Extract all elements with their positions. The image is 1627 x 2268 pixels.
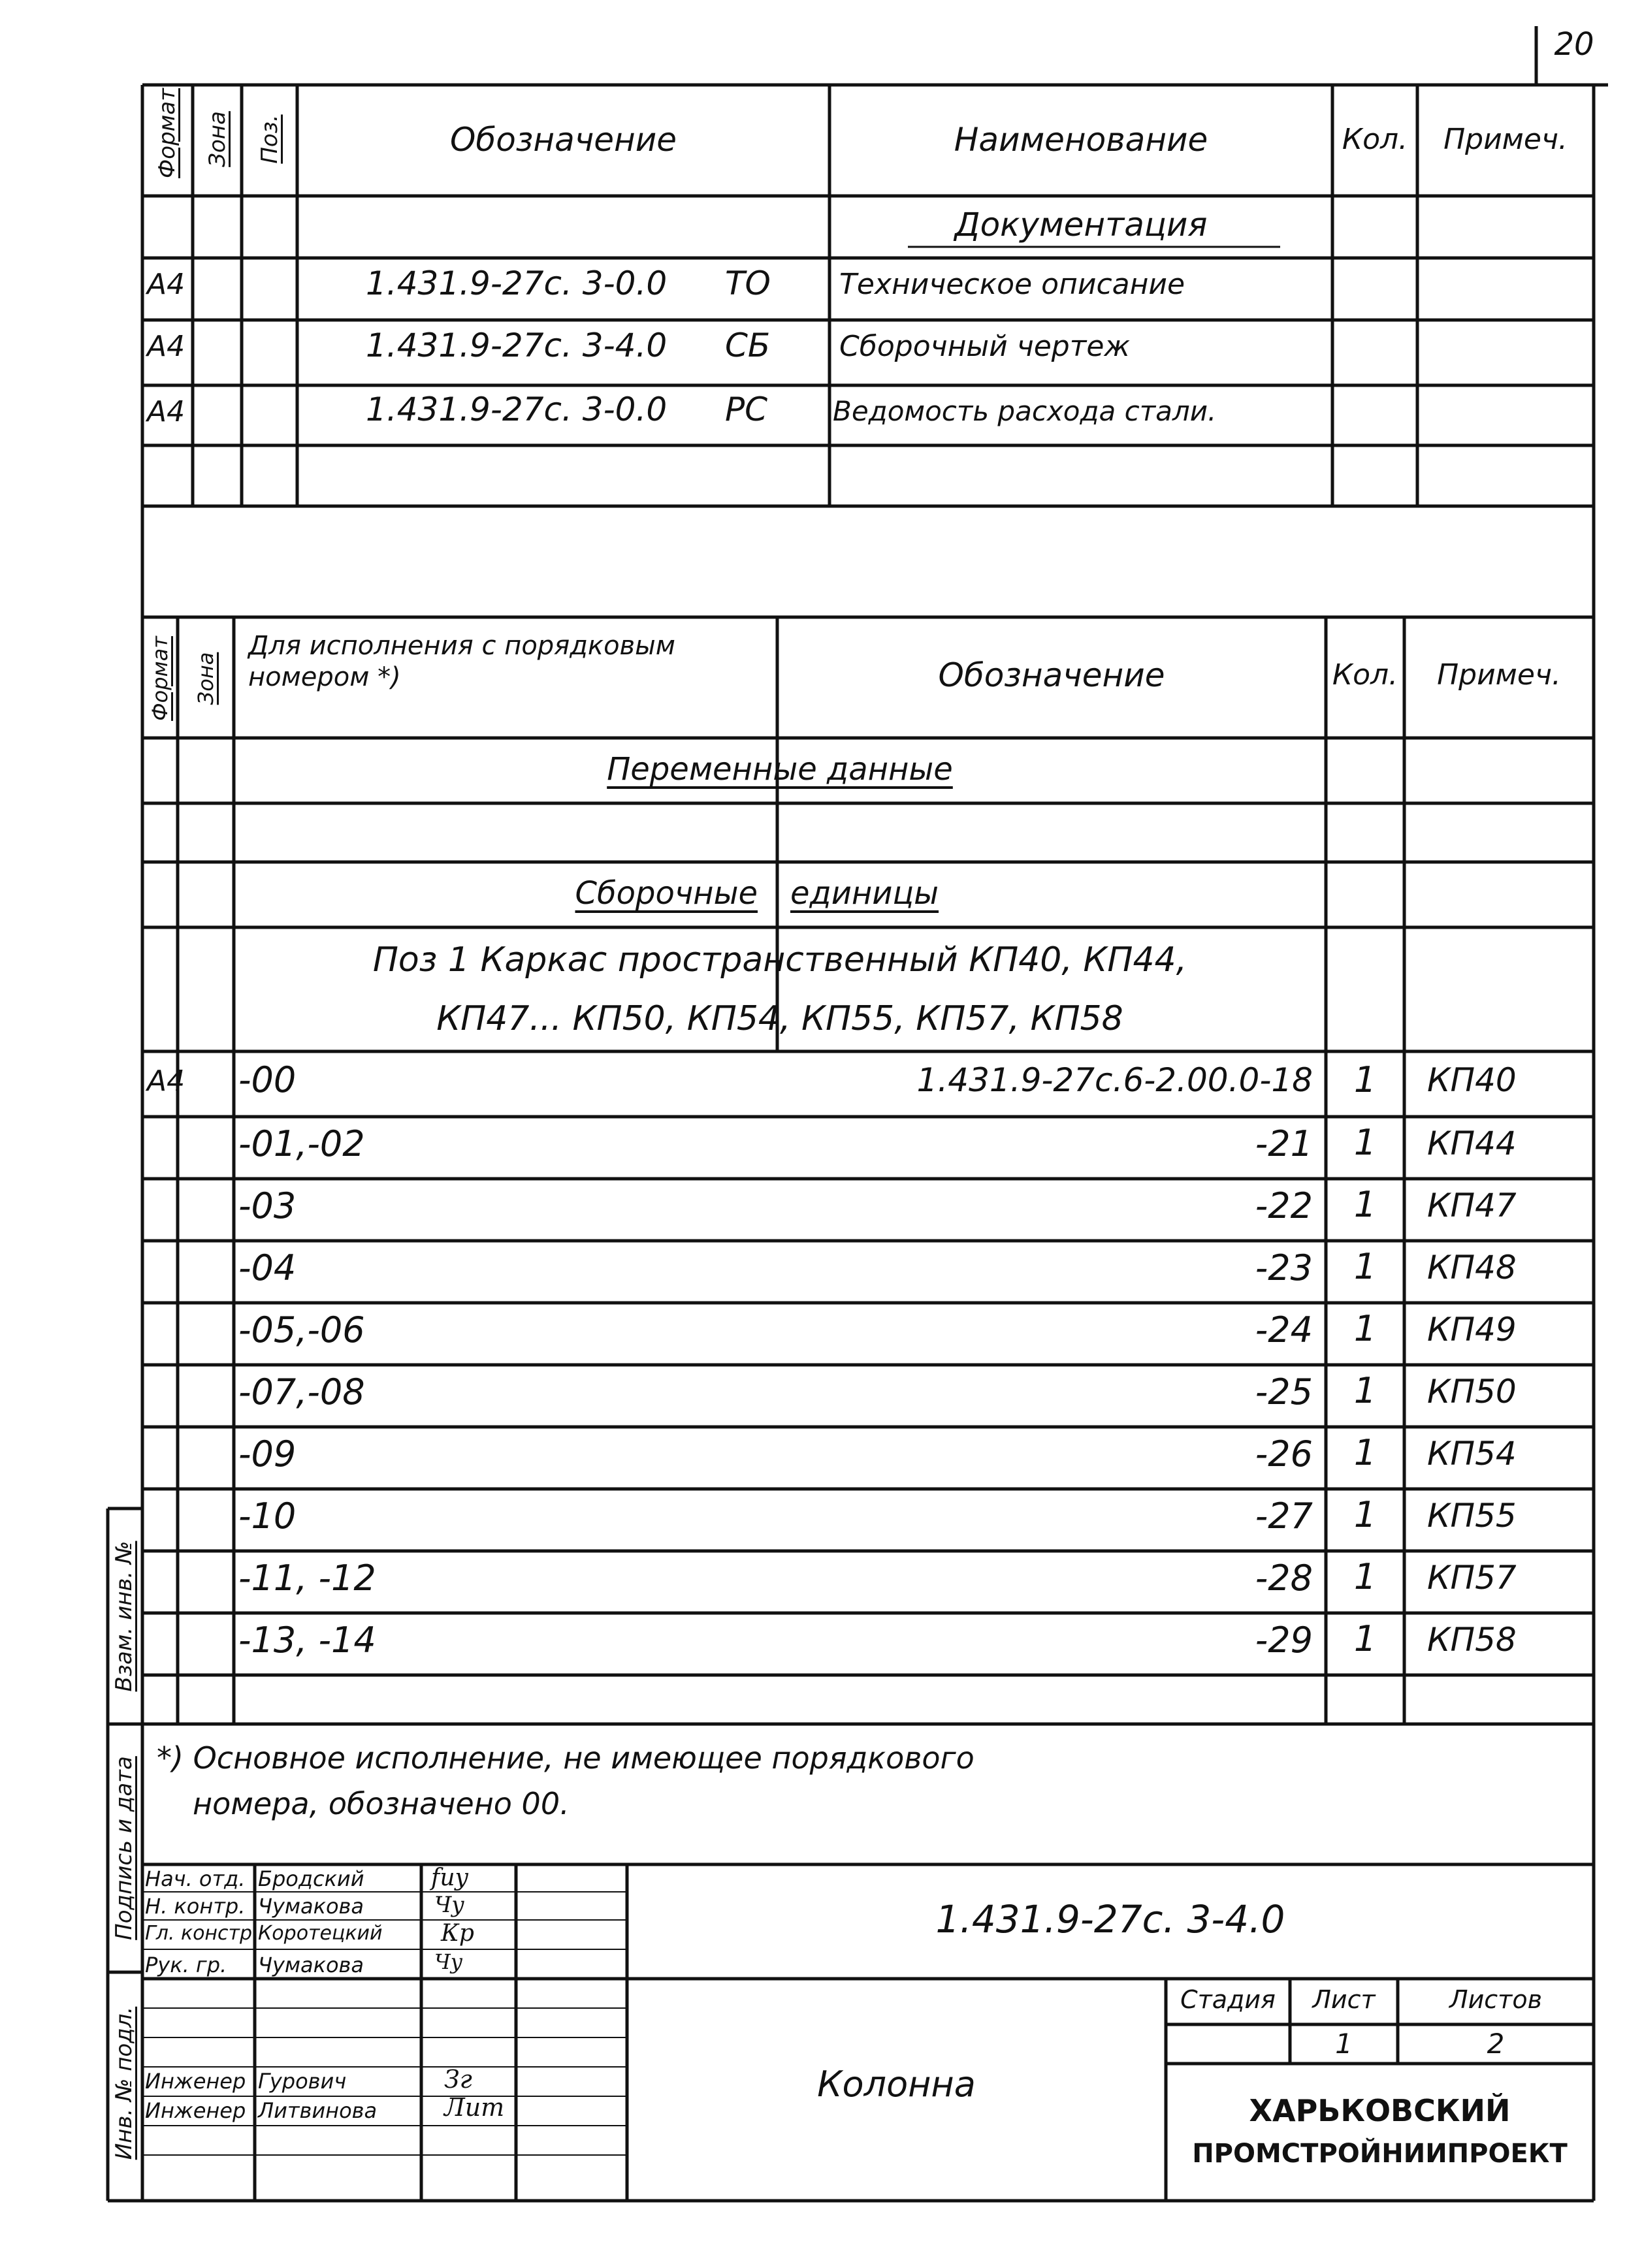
row-qty: 1: [1353, 1308, 1377, 1349]
row-note: КП49: [1427, 1311, 1517, 1349]
row-qty: 1: [1353, 1432, 1377, 1473]
row-note: КП57: [1427, 1559, 1517, 1597]
row-designation: 1.431.9-27с. 3-0.0: [366, 264, 668, 302]
role: Инженер: [145, 2098, 246, 2123]
header-zone: Зона: [193, 652, 218, 705]
row-execution: -03: [238, 1185, 297, 1226]
row-designation: -24: [1255, 1309, 1313, 1350]
row-format: А4: [147, 268, 185, 301]
row-designation: -26: [1255, 1433, 1313, 1475]
row-note: КП48: [1427, 1249, 1517, 1286]
row-qty: 1: [1353, 1370, 1377, 1411]
header-qty: Кол.: [1342, 123, 1408, 156]
stage-label: Стадия: [1180, 1985, 1276, 2014]
sheets-value: 2: [1487, 2028, 1505, 2060]
row-note: КП47: [1427, 1187, 1517, 1224]
section-title-documentation: Документация: [954, 206, 1208, 244]
role: Гл. констр.: [145, 1922, 259, 1945]
signature: fuy: [431, 1864, 468, 1891]
header-note: Примеч.: [1437, 658, 1561, 692]
row-name: Сборочный чертеж: [839, 330, 1131, 363]
row-designation: -29: [1255, 1620, 1313, 1661]
row-execution: -07,-08: [238, 1371, 365, 1413]
signature: Зг: [444, 2065, 472, 2094]
row-execution: -11, -12: [238, 1557, 376, 1599]
row-format: А4: [147, 1064, 185, 1098]
row-code: ТО: [725, 264, 771, 302]
row-format: А4: [147, 395, 185, 428]
header-format: Формат: [148, 636, 172, 721]
row-qty: 1: [1353, 1494, 1377, 1535]
row-note: КП50: [1427, 1373, 1517, 1411]
organization-line-1: ХАРЬКОВСКИЙ: [1249, 2093, 1511, 2128]
role: Инженер: [145, 2069, 246, 2094]
header-name: Наименование: [954, 121, 1208, 159]
row-designation: 1.431.9-27с. 3-0.0: [366, 391, 668, 428]
podpis-data-label: Подпись и дата: [111, 1756, 137, 1940]
organization-line-2: ПРОМСТРОЙНИИПРОЕКТ: [1192, 2139, 1568, 2169]
row-note: КП44: [1427, 1125, 1517, 1162]
row-qty: 1: [1353, 1122, 1377, 1163]
row-note: КП40: [1427, 1061, 1517, 1099]
row-designation: 1.431.9-27с. 3-4.0: [366, 327, 668, 364]
row-designation: -21: [1255, 1123, 1313, 1164]
row-execution: -05,-06: [238, 1309, 365, 1350]
sheet-value: 1: [1335, 2028, 1353, 2060]
row-execution: -01,-02: [238, 1123, 365, 1164]
person-name: Литвинова: [258, 2098, 378, 2123]
footnote-line-1: *) Основное исполнение, не имеющее порядкового: [157, 1740, 975, 1776]
position-line-2: КП47... КП50, КП54, КП55, КП57, КП58: [436, 999, 1123, 1038]
role: Рук. гр.: [145, 1953, 227, 1977]
row-qty: 1: [1353, 1556, 1377, 1597]
header-qty: Кол.: [1332, 658, 1398, 692]
row-note: КП54: [1427, 1435, 1517, 1473]
row-code: СБ: [725, 327, 771, 364]
row-designation: -23: [1255, 1247, 1313, 1288]
sheets-label: Листов: [1449, 1985, 1542, 2014]
subtitle-right: единицы: [790, 875, 939, 912]
signature: Лит: [444, 2093, 505, 2122]
row-note: КП55: [1427, 1497, 1517, 1535]
row-note: КП58: [1427, 1621, 1517, 1659]
sheet-number: 20: [1554, 26, 1594, 63]
vzam-inv-label: Взам. инв. №: [111, 1541, 137, 1692]
signature: Чу: [434, 1892, 465, 1918]
subtitle-left: Сборочные: [575, 875, 758, 912]
row-designation: -27: [1255, 1495, 1313, 1537]
row-qty: 1: [1353, 1618, 1377, 1659]
header-execution: Для исполнения с порядковым номером *): [248, 631, 675, 692]
person-name: Коротецкий: [258, 1922, 383, 1945]
person-name: Чумакова: [258, 1894, 364, 1919]
row-execution: -04: [238, 1247, 297, 1288]
product-name: Колонна: [817, 2064, 976, 2105]
person-name: Бродский: [258, 1866, 364, 1891]
row-execution: -09: [238, 1433, 297, 1475]
row-code: РС: [725, 391, 768, 428]
signature: Чу: [434, 1949, 463, 1974]
row-designation: -25: [1255, 1371, 1313, 1413]
row-qty: 1: [1353, 1059, 1377, 1100]
header-designation: Обозначение: [938, 656, 1165, 694]
header-pos: Поз.: [257, 114, 283, 164]
row-execution: -10: [238, 1495, 297, 1537]
row-name: Ведомость расхода стали.: [833, 395, 1217, 427]
header-format: Формат: [154, 88, 180, 178]
row-qty: 1: [1353, 1184, 1377, 1225]
sheet-label: Лист: [1312, 1985, 1376, 2014]
footnote-line-2: номера, обозначено 00.: [193, 1786, 570, 1821]
row-designation: -22: [1255, 1185, 1313, 1226]
row-designation: -28: [1255, 1557, 1313, 1599]
row-qty: 1: [1353, 1246, 1377, 1287]
inv-podl-label: Инв. № подл.: [111, 2006, 137, 2160]
position-line-1: Поз 1 Каркас пространственный КП40, КП44,: [372, 940, 1187, 980]
role: Н. контр.: [145, 1894, 246, 1919]
header-designation: Обозначение: [450, 121, 677, 159]
row-format: А4: [147, 330, 185, 363]
person-name: Гурович: [258, 2069, 347, 2094]
section-title-variable-data: Переменные данные: [607, 751, 953, 788]
role: Нач. отд.: [145, 1866, 246, 1891]
signature: Кр: [441, 1920, 474, 1947]
person-name: Чумакова: [258, 1953, 364, 1977]
row-designation: 1.431.9-27с.6-2.00.0-18: [916, 1061, 1313, 1099]
header-note: Примеч.: [1443, 123, 1568, 156]
row-name: Техническое описание: [839, 268, 1185, 301]
row-execution: -13, -14: [238, 1620, 376, 1661]
document-code: 1.431.9-27с. 3-4.0: [935, 1897, 1285, 1941]
header-zone: Зона: [204, 111, 231, 167]
row-execution: -00: [238, 1059, 297, 1100]
